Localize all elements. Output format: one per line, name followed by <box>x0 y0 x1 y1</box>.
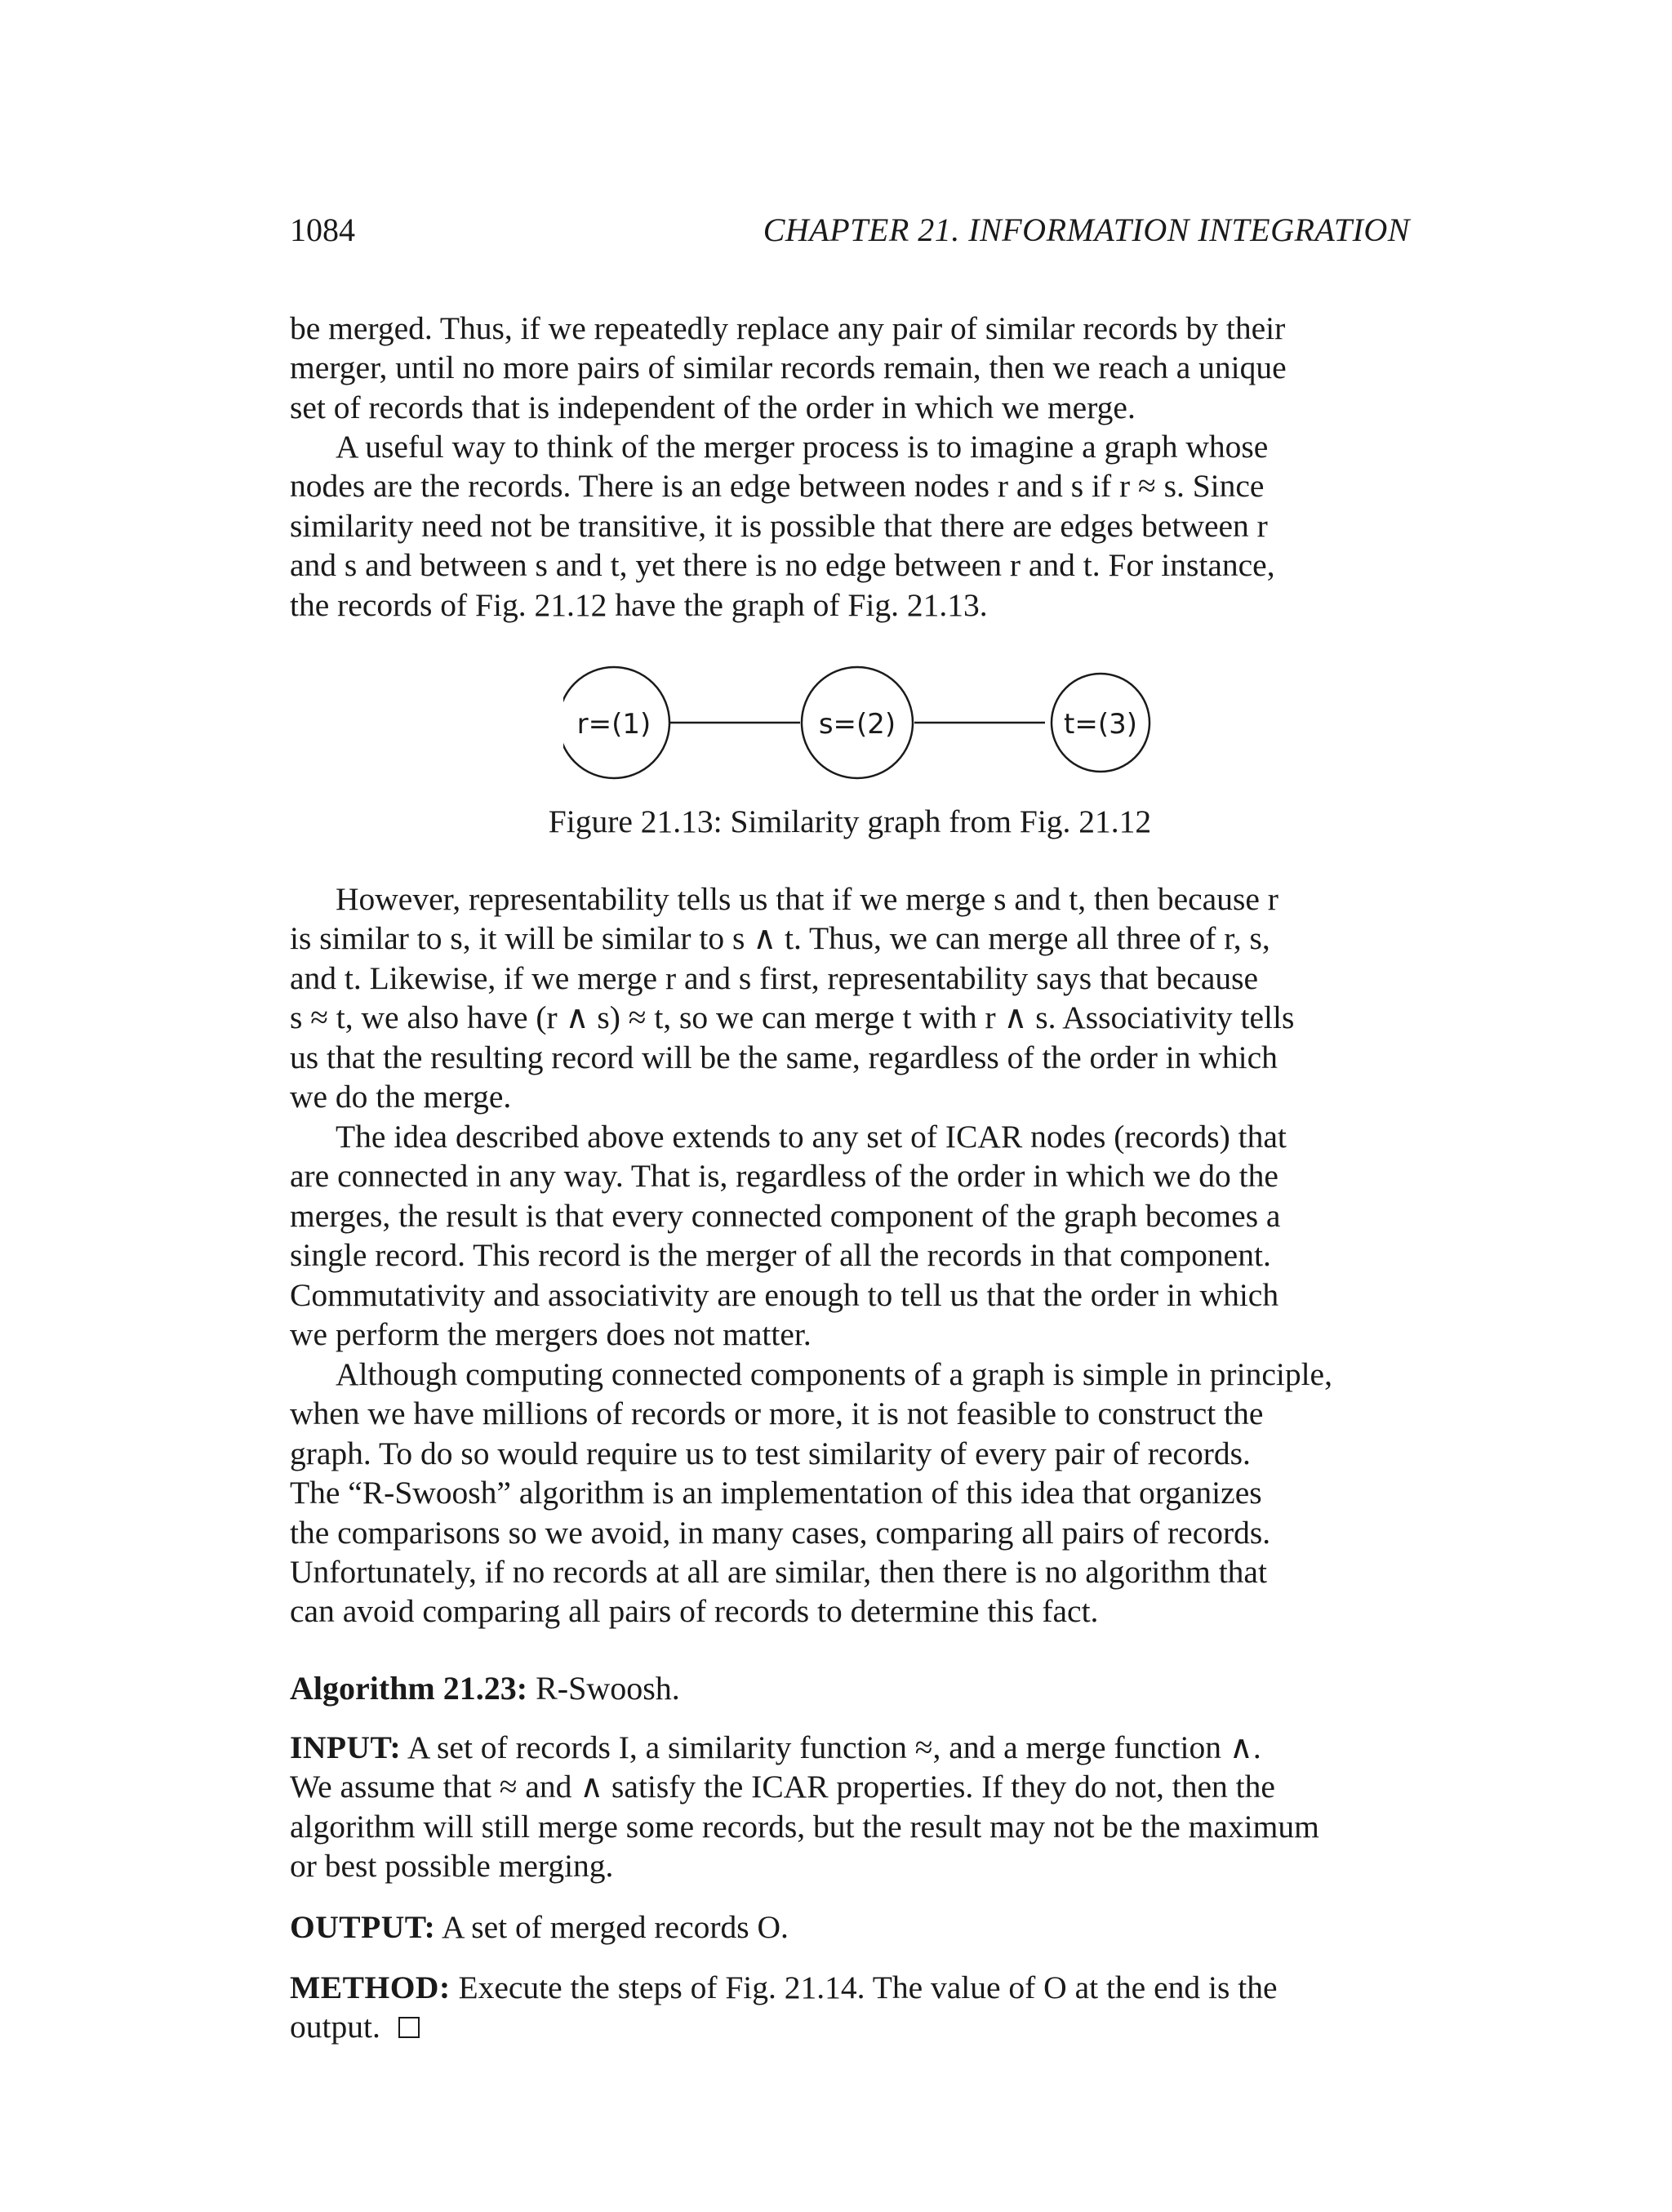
text-line: we perform the mergers does not matter. <box>290 1316 812 1353</box>
paragraph-4 <box>290 1117 1410 1354</box>
text-line: However, representability tells us that if we merge s and t, then because r <box>336 881 1278 917</box>
text-line: can avoid comparing all pairs of records to determine this fact. <box>290 1593 1099 1630</box>
text-line: We assume that ≈ and ∧ satisfy the ICAR properties. If they do not, then the <box>290 1769 1275 1805</box>
graph-node-label: r=(1) <box>576 708 651 741</box>
text-line: and t. Likewise, if we merge r and s first, representability says that because <box>290 959 1259 996</box>
similarity-graph-figure <box>563 661 1151 784</box>
text-line: and s and between s and t, yet there is no edge between r and t. For instance, <box>290 547 1275 584</box>
text-line: merger, until no more pairs of similar records remain, then we reach a unique <box>290 349 1287 386</box>
algorithm-method <box>290 1968 1410 2047</box>
end-of-proof-icon <box>398 2017 420 2038</box>
graph-node-label: s=(2) <box>818 708 896 741</box>
page-number: 1084 <box>290 211 355 248</box>
text-line: be merged. Thus, if we repeatedly replace any pair of similar records by their <box>290 310 1286 346</box>
paragraph-5 <box>290 1355 1410 1631</box>
algorithm-label: Algorithm 21.23: <box>290 1670 528 1707</box>
method-label: METHOD: <box>290 1969 451 2005</box>
algorithm-heading <box>290 1669 680 1707</box>
text-line: us that the resulting record will be the same, regardless of the order in which <box>290 1039 1278 1075</box>
graph-node-s <box>802 667 913 778</box>
text-line: Commutativity and associativity are enough to tell us that the order in which <box>290 1276 1279 1313</box>
text-line: is similar to s, it will be similar to s ∧ t. Thus, we can merge all three of r, s, <box>290 920 1270 957</box>
output-label: OUTPUT: <box>290 1909 436 1945</box>
figure-caption: Figure 21.13: Similarity graph from Fig. 21.12 <box>548 803 1152 839</box>
text-line: The idea described above extends to any set of ICAR nodes (records) that <box>336 1119 1287 1155</box>
text-line: Unfortunately, if no records at all are similar, then there is no algorithm that <box>290 1554 1267 1591</box>
graph-node-r <box>563 667 669 778</box>
algorithm-output <box>290 1907 1410 1947</box>
text-line: algorithm will still merge some records, but the result may not be the maximum <box>290 1808 1319 1845</box>
algorithm-name: R-Swoosh. <box>536 1670 680 1707</box>
text-line: the comparisons so we avoid, in many cases, comparing all pairs of records. <box>290 1514 1271 1551</box>
text-line: graph. To do so would require us to test similarity of every pair of records. <box>290 1435 1251 1471</box>
text-line: The “R-Swoosh” algorithm is an implementation of this idea that organizes <box>290 1475 1262 1511</box>
text-line: A set of merged records O. <box>442 1909 789 1945</box>
graph-node-label: t=(3) <box>1064 708 1137 741</box>
text-line: Although computing connected components of a graph is simple in principle, <box>336 1356 1332 1392</box>
text-line: nodes are the records. There is an edge between nodes r and s if r ≈ s. Since <box>290 468 1265 505</box>
text-line: similarity need not be transitive, it is possible that there are edges between r <box>290 507 1268 544</box>
text-line: or best possible merging. <box>290 1848 614 1885</box>
text-line: A set of records I, a similarity function ≈, and a merge function ∧. <box>407 1729 1261 1765</box>
input-label: INPUT: <box>290 1729 402 1765</box>
paragraph-1 <box>290 309 1410 427</box>
text-line: the records of Fig. 21.12 have the graph of Fig. 21.13. <box>290 586 988 623</box>
text-line: merges, the result is that every connected component of the graph becomes a <box>290 1197 1281 1234</box>
running-head: CHAPTER 21. INFORMATION INTEGRATION <box>763 211 1410 248</box>
text-line: are connected in any way. That is, regardless of the order in which we do the <box>290 1158 1278 1195</box>
algorithm-input <box>290 1728 1410 1886</box>
text-line: output. <box>290 2009 380 2045</box>
text-line: single record. This record is the merger of all the records in that component. <box>290 1237 1271 1274</box>
text-line: when we have millions of records or more, it is not feasible to construct the <box>290 1395 1264 1432</box>
text-line: A useful way to think of the merger process is to imagine a graph whose <box>336 429 1269 465</box>
text-line: Execute the steps of Fig. 21.14. The value of O at the end is the <box>458 1969 1278 2005</box>
page-header <box>290 211 1410 256</box>
text-line: s ≈ t, we also have (r ∧ s) ≈ t, so we can merge t with r ∧ s. Associativity tells <box>290 999 1295 1036</box>
graph-node-t <box>1052 674 1150 772</box>
paragraph-2 <box>290 427 1410 625</box>
paragraph-3 <box>290 879 1410 1116</box>
text-line: we do the merge. <box>290 1079 512 1115</box>
text-line: set of records that is independent of the order in which we merge. <box>290 389 1136 425</box>
